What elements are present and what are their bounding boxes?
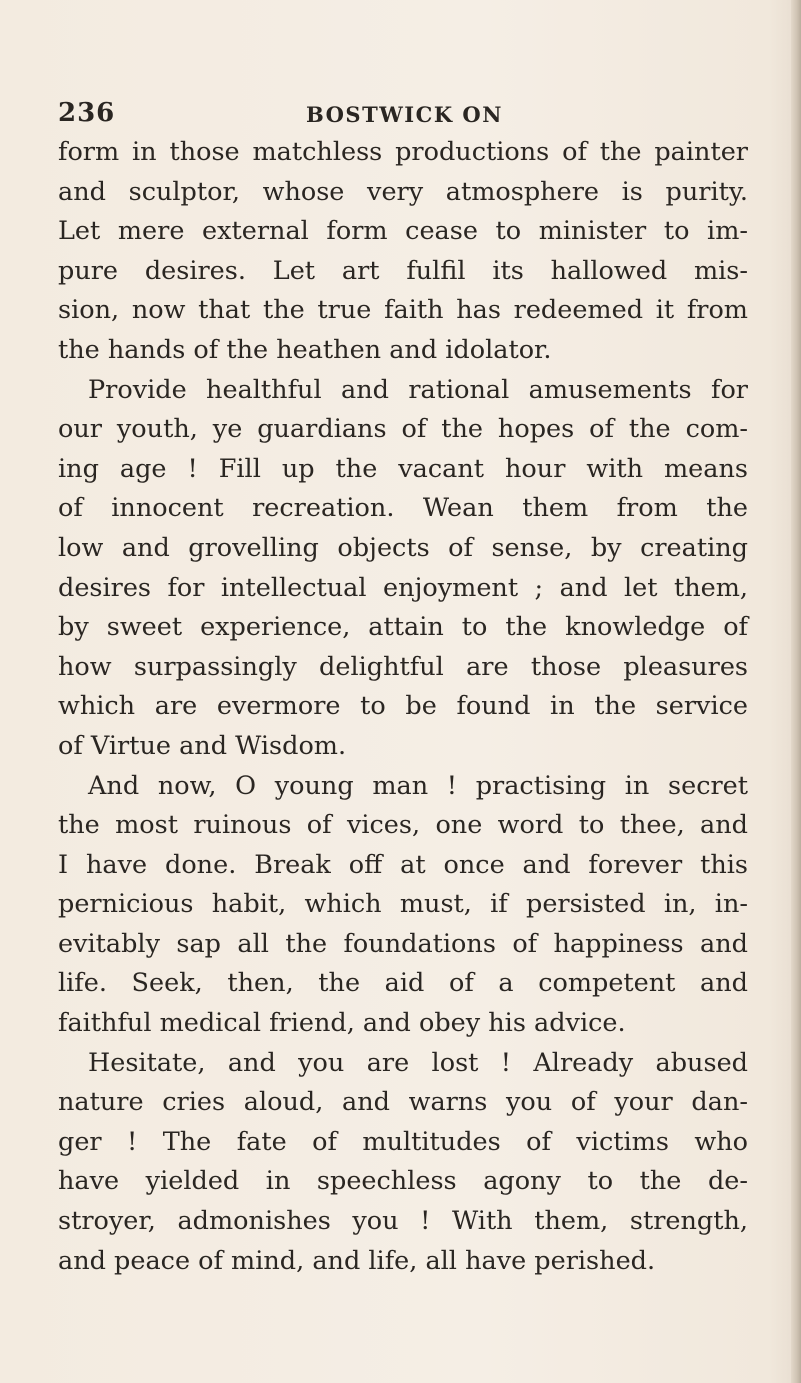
- text-line: And now, O young man ! practising in secret: [88, 770, 748, 801]
- text-line: and peace of mind, and life, all have perished.: [58, 1245, 656, 1276]
- text-line: evitably sap all the foundations of happiness and: [58, 928, 748, 959]
- text-line: Provide healthful and rational amusements for: [88, 374, 748, 405]
- text-line: by sweet experience, attain to the knowledge of: [58, 612, 748, 643]
- page-header: [58, 98, 758, 138]
- text-line: pure desires. Let art fulfil its hallowed mis-: [58, 255, 748, 286]
- text-line: desires for intellectual enjoyment ; and let them,: [58, 572, 748, 603]
- text-line: and sculptor, whose very atmosphere is purity.: [58, 176, 748, 207]
- text-line: our youth, ye guardians of the hopes of the com-: [58, 414, 748, 445]
- text-line: Hesitate, and you are lost ! Already abused: [88, 1047, 748, 1078]
- text-line: how surpassingly delightful are those pleasures: [58, 651, 748, 682]
- text-line: I have done. Break off at once and forever this: [58, 849, 748, 880]
- text-line: form in those matchless productions of the painter: [58, 137, 748, 167]
- text-line: nature cries aloud, and warns you of your dan-: [58, 1087, 748, 1118]
- text-line: which are evermore to be found in the service: [58, 691, 748, 722]
- text-line: stroyer, admonishes you ! With them, strength,: [58, 1206, 748, 1237]
- page-number: 236: [58, 98, 116, 128]
- body-text: [58, 133, 748, 1281]
- page-edge: [791, 0, 801, 1383]
- running-head: BOSTWICK ON: [306, 102, 503, 127]
- text-line: ing age ! Fill up the vacant hour with means: [58, 453, 748, 484]
- text-line: low and grovelling objects of sense, by creating: [58, 532, 748, 563]
- text-line: pernicious habit, which must, if persisted in, in-: [58, 889, 748, 920]
- text-line: faithful medical friend, and obey his advice.: [58, 1008, 626, 1039]
- text-line: the hands of the heathen and idolator.: [58, 334, 552, 365]
- text-line: of Virtue and Wisdom.: [58, 730, 347, 761]
- text-line: Let mere external form cease to minister to im-: [58, 216, 748, 247]
- text-line: of innocent recreation. Wean them from the: [58, 493, 748, 524]
- text-line: have yielded in speechless agony to the de-: [58, 1166, 748, 1197]
- text-line: the most ruinous of vices, one word to thee, and: [58, 810, 748, 841]
- text-line: life. Seek, then, the aid of a competent and: [58, 968, 748, 999]
- text-line: ger ! The fate of multitudes of victims who: [58, 1126, 748, 1157]
- text-line: sion, now that the true faith has redeemed it from: [58, 295, 748, 326]
